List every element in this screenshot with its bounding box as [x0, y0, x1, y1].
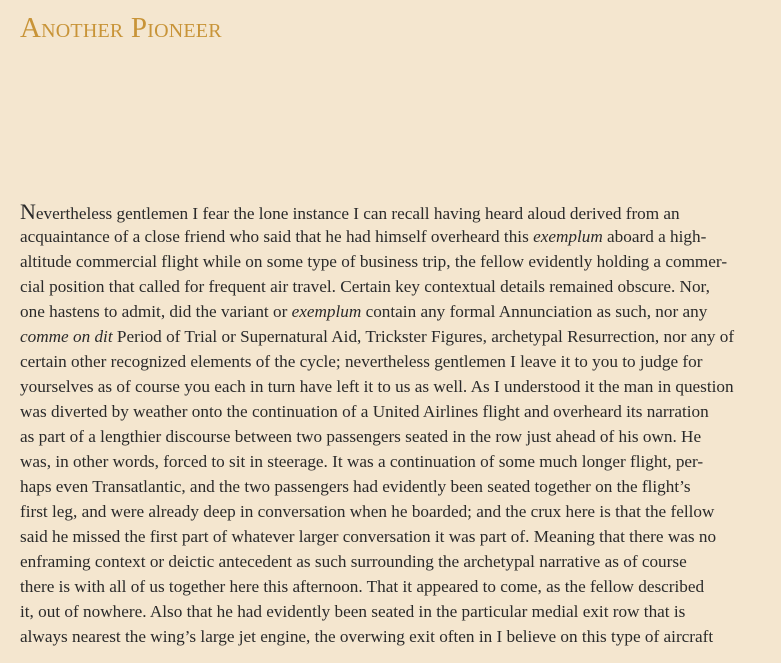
text-segment: said he missed the first part of whatever larger conversation it was part of. Meaning that there was no [20, 527, 717, 546]
text-segment: was diverted by weather onto the continuation of a United Airlines flight and overheard its narration [20, 402, 709, 421]
text-segment: there is with all of us together here this afternoon. That it appeared to come, as the fellow described [20, 577, 705, 596]
text-segment: contain any formal Annunciation as such, nor any [361, 302, 708, 321]
text-line [20, 599, 775, 624]
text-segment: yourselves as of course you each in turn have left it to us as well. As I understood it the man in question [20, 377, 734, 396]
text-line [20, 574, 775, 599]
text-line [20, 549, 775, 574]
page-title: Another Pioneer [20, 12, 222, 44]
text-line [20, 424, 775, 449]
drop-cap: N [20, 199, 36, 224]
text-line [20, 249, 775, 274]
text-segment: certain other recognized elements of the cycle; nevertheless gentlemen I leave it to you to judge for [20, 352, 703, 371]
text-segment: was, in other words, forced to sit in steerage. It was a continuation of some much longer flight, per- [20, 452, 704, 471]
text-segment: evertheless gentlemen I fear the lone instance I can recall having heard aloud derived from an [35, 204, 680, 223]
text-line [20, 374, 775, 399]
story-paragraph [20, 199, 775, 649]
text-line [20, 324, 775, 349]
text-line [20, 274, 775, 299]
text-segment: Period of Trial or Supernatural Aid, Trickster Figures, archetypal Resurrection, nor any of [112, 327, 735, 346]
text-segment: haps even Transatlantic, and the two passengers had evidently been seated together on the flight’s [20, 477, 691, 496]
text-line [20, 474, 775, 499]
text-line [20, 624, 775, 649]
text-line [20, 299, 775, 324]
text-line [20, 449, 775, 474]
text-segment: altitude commercial flight while on some type of business trip, the fellow evidently holding a commer- [20, 252, 728, 271]
text-segment: as part of a lengthier discourse between two passengers seated in the row just ahead of his own. He [20, 427, 702, 446]
text-line [20, 224, 775, 249]
text-segment: acquaintance of a close friend who said that he had himself overheard this [20, 227, 534, 246]
text-segment: enframing context or deictic antecedent as such surrounding the archetypal narrative as of course [20, 552, 687, 571]
text-line [20, 399, 775, 424]
text-segment: first leg, and were already deep in conversation when he boarded; and the crux here is that the fellow [20, 502, 715, 521]
text-segment: always nearest the wing’s large jet engine, the overwing exit often in I believe on this type of aircraft [20, 627, 714, 646]
text-segment: cial position that called for frequent air travel. Certain key contextual details remained obscure. Nor, [20, 277, 710, 296]
italic-phrase: comme on dit [20, 327, 113, 346]
text-line [20, 199, 775, 224]
text-segment: aboard a high- [602, 227, 707, 246]
text-segment: it, out of nowhere. Also that he had evidently been seated in the particular medial exit row that is [20, 602, 686, 621]
text-line [20, 349, 775, 374]
italic-phrase: exemplum [533, 227, 603, 246]
text-line [20, 524, 775, 549]
italic-phrase: exemplum [291, 302, 362, 321]
text-line [20, 499, 775, 524]
text-segment: one hastens to admit, did the variant or [20, 302, 292, 321]
